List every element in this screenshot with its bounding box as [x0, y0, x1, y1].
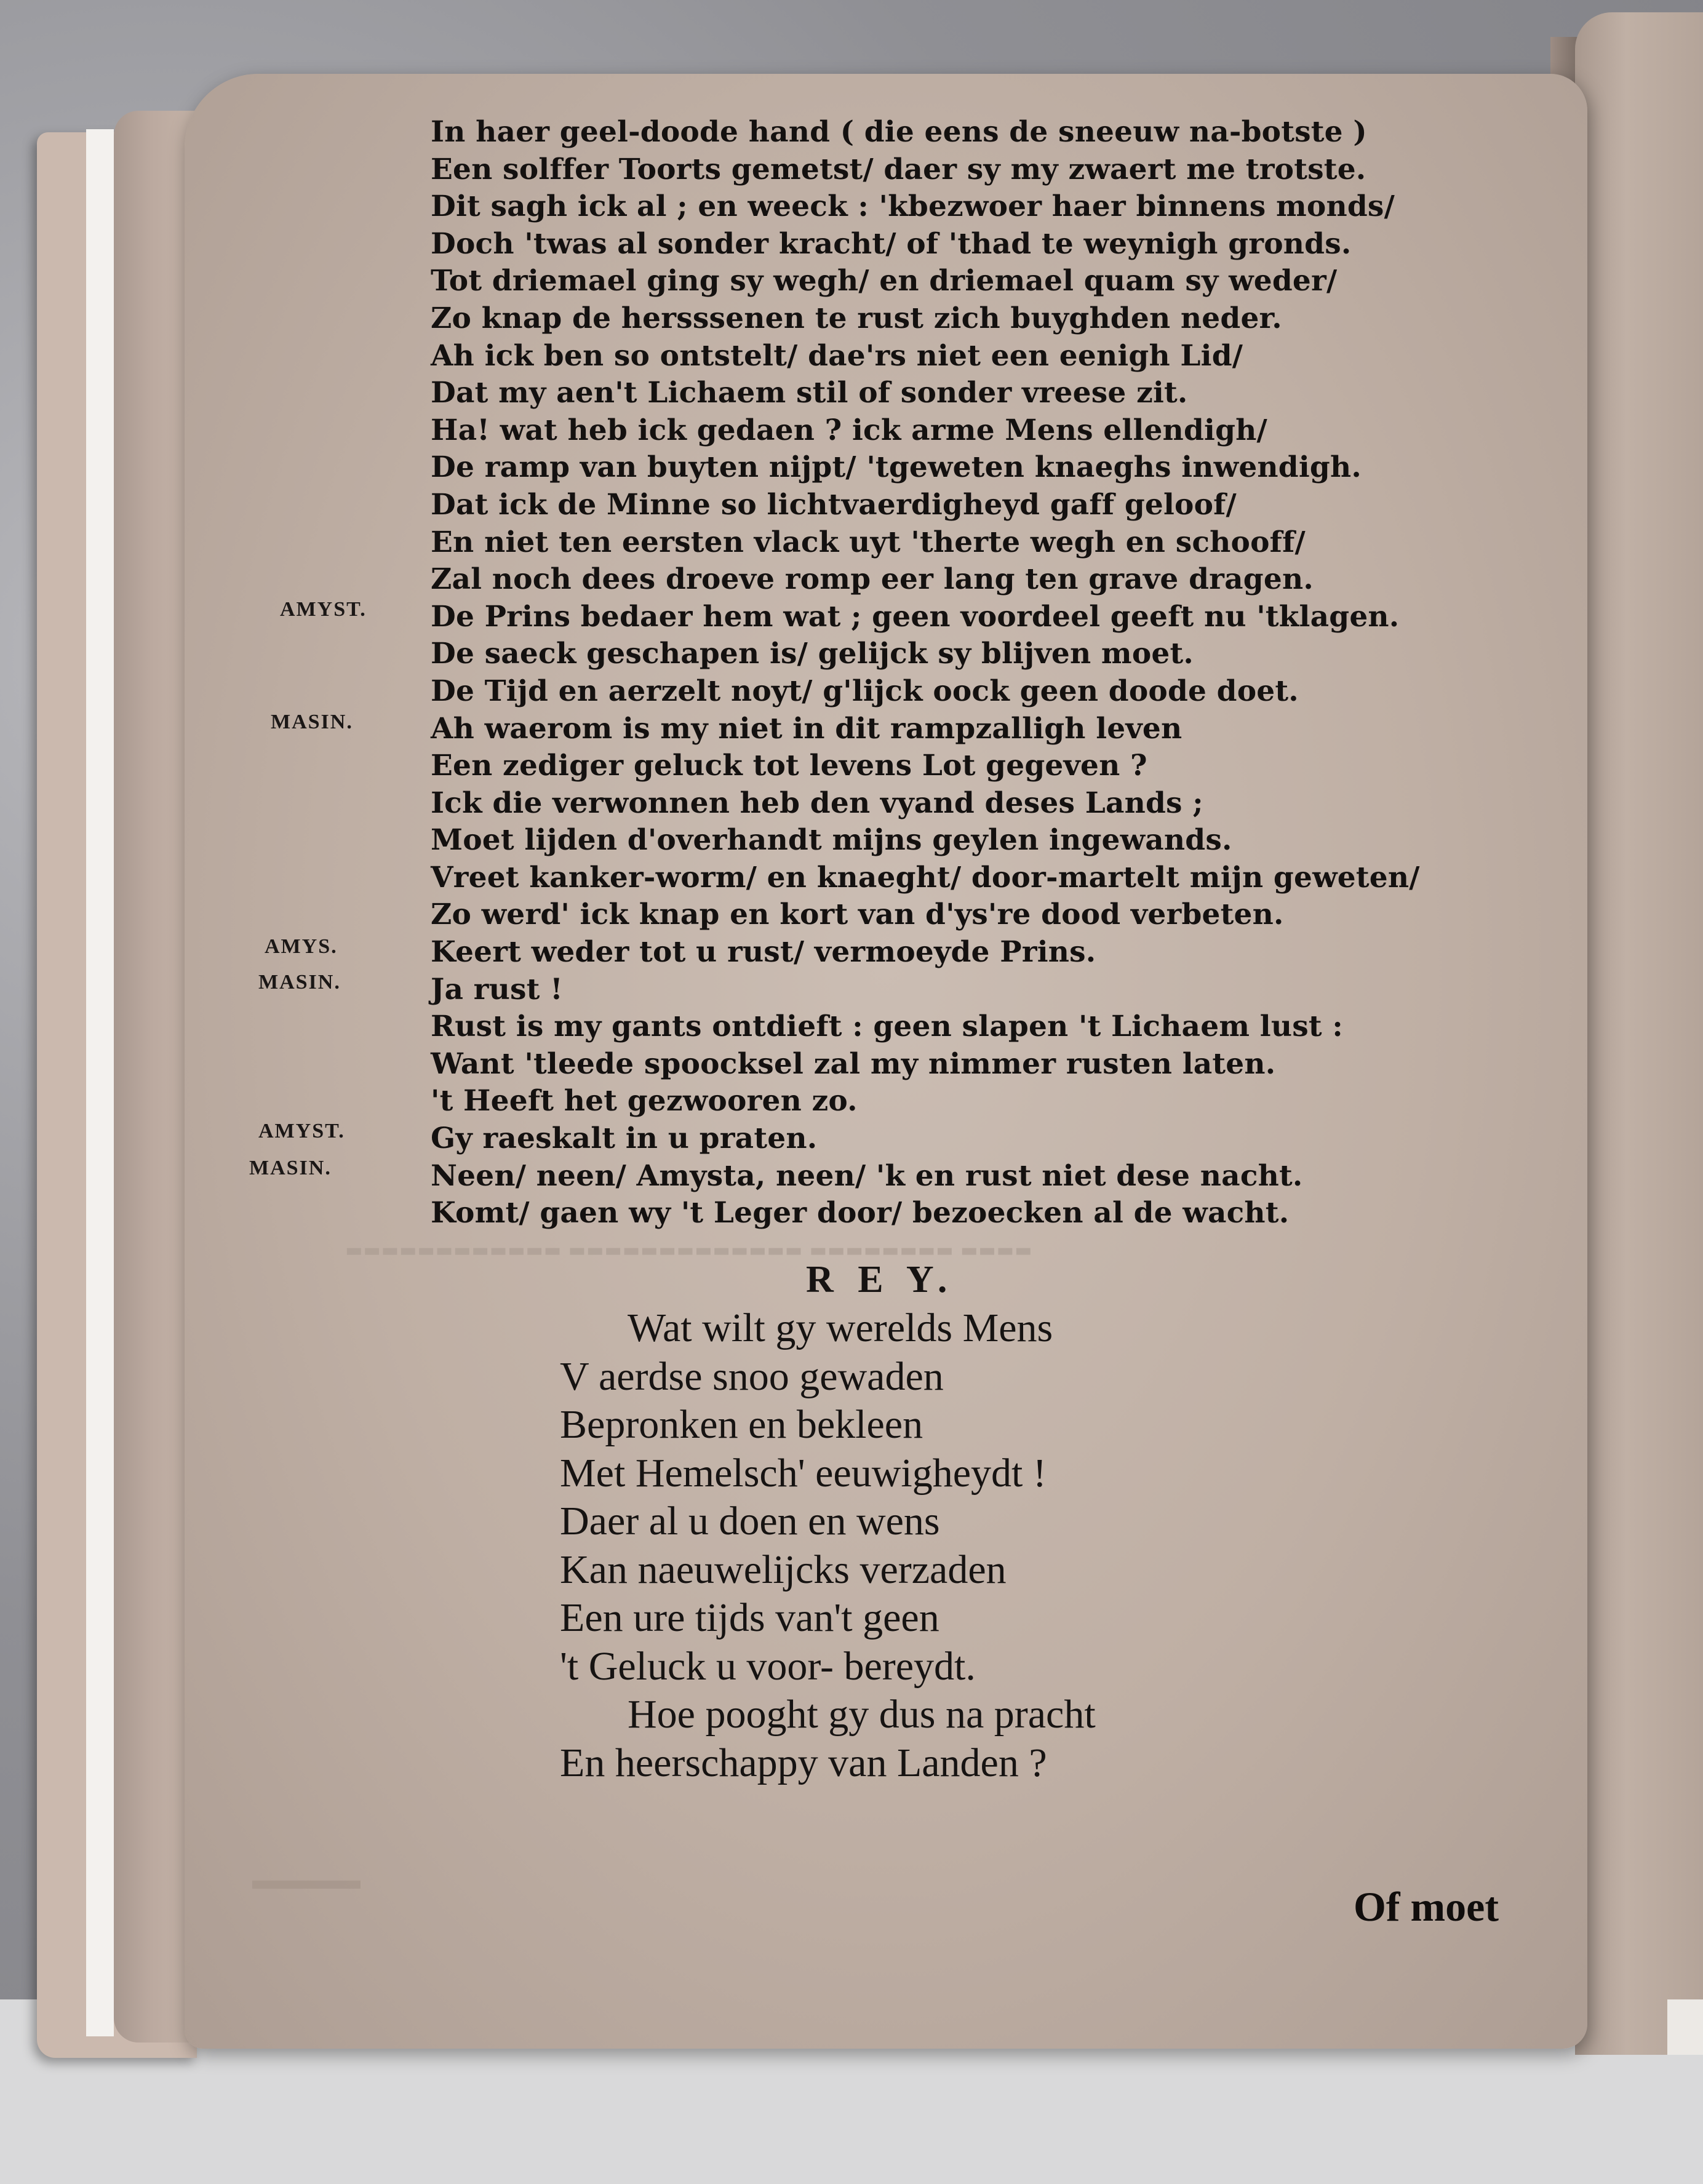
chorus-line: Bepronken en bekleen — [560, 1402, 923, 1447]
chorus-line: 't Geluck u voor- bereydt. — [560, 1643, 976, 1689]
show-through-text: ▬▬▬▬ — [252, 1865, 361, 1895]
chorus-line: Hoe pooght gy dus na pracht — [628, 1692, 1096, 1737]
verse-line: En niet ten eersten vlack uyt 'therte wegh en schooff/ — [431, 525, 1306, 559]
verse-line: Want 'tleede spoocksel zal my nimmer rusten laten. — [431, 1046, 1276, 1081]
show-through-text: ▬▬▬▬ ▬▬▬▬▬▬▬▬ ▬▬▬▬▬▬▬▬▬▬▬▬▬ ▬▬▬▬▬▬▬▬▬▬▬▬ — [345, 1240, 1032, 1261]
verse-line: Ha! wat heb ick gedaen ? ick arme Mens ellendigh/ — [431, 413, 1267, 447]
chorus-line: Wat wilt gy werelds Mens — [628, 1305, 1053, 1350]
chorus-line: En heerschappy van Landen ? — [560, 1740, 1047, 1785]
section-heading: R E Y. — [806, 1259, 955, 1301]
verse-line: Gy raeskalt in u praten. — [431, 1122, 818, 1156]
chorus-line: Een ure tijds van't geen — [560, 1595, 939, 1640]
verse-line: Komt/ gaen wy 't Leger door/ bezoecken al de wacht. — [431, 1196, 1290, 1230]
speaker-label: MASIN. — [249, 1157, 332, 1179]
facing-page-edge — [1667, 1999, 1703, 2055]
chorus-block — [560, 1304, 1096, 1787]
verse-line: Ah ick ben so ontstelt/ dae'rs niet een eenigh Lid/ — [431, 338, 1243, 373]
catchword: Of moet — [1354, 1883, 1499, 1930]
speaker-label: MASIN. — [258, 971, 341, 994]
verse-line: Een solffer Toorts gemetst/ daer sy my zwaert me trotste. — [431, 152, 1366, 186]
speaker-label: AMYS. — [265, 935, 338, 958]
facing-page — [1575, 12, 1703, 2055]
verse-line: Rust is my gants ontdieft : geen slapen 't Lichaem lust : — [431, 1010, 1343, 1044]
verse-line: Tot driemael ging sy wegh/ en driemael quam sy weder/ — [431, 264, 1338, 298]
verse-line: Ja rust ! — [431, 972, 563, 1006]
chorus-line: Kan naeuwelijcks verzaden — [560, 1547, 1007, 1592]
verse-block — [431, 114, 1420, 1232]
verse-line: Zal noch dees droeve romp eer lang ten grave dragen. — [431, 562, 1314, 597]
verse-line: Dat ick de Minne so lichtvaerdigheyd gaff geloof/ — [431, 487, 1237, 522]
verse-line: De Tijd en aerzelt noyt/ g'lijck oock geen doode doet. — [431, 674, 1299, 708]
chorus-line: Met Hemelsch' eeuwigheydt ! — [560, 1450, 1047, 1496]
verse-line: De Prins bedaer hem wat ; geen voordeel geeft nu 'tklagen. — [431, 599, 1400, 634]
verse-line: Zo werd' ick knap en kort van d'ys're dood verbeten. — [431, 898, 1284, 932]
speaker-label: MASIN. — [271, 711, 353, 733]
verse-line: Keert weder tot u rust/ vermoeyde Prins. — [431, 935, 1096, 970]
verse-line: Een zediger geluck tot levens Lot gegeven ? — [431, 749, 1147, 783]
verse-line: Ick die verwonnen heb den vyand deses Lands ; — [431, 786, 1203, 820]
verse-line: In haer geel-doode hand ( die eens de sneeuw na-botste ) — [431, 115, 1367, 149]
verse-line: De saeck geschapen is/ gelijck sy blijven moet. — [431, 637, 1194, 671]
verse-line: Dat my aen't Lichaem stil of sonder vreese zit. — [431, 376, 1188, 410]
verse-line: Vreet kanker-worm/ en knaeght/ door-martelt mijn geweten/ — [431, 860, 1420, 895]
verse-line: Doch 'twas al sonder kracht/ of 'thad te weynigh gronds. — [431, 226, 1352, 261]
verse-line: Neen/ neen/ Amysta, neen/ 'k en rust niet dese nacht. — [431, 1158, 1303, 1193]
verse-line: De ramp van buyten nijpt/ 'tgeweten knaeghs inwendigh. — [431, 450, 1362, 485]
page-edge-white — [86, 129, 114, 2036]
verse-line: 't Heeft het gezwooren zo. — [431, 1084, 858, 1118]
chorus-line: Daer al u doen en wens — [560, 1499, 940, 1544]
verse-line: Moet lijden d'overhandt mijns geylen ingewands. — [431, 823, 1232, 858]
verse-line: Ah waerom is my niet in dit rampzalligh leven — [431, 711, 1183, 746]
verse-line: Dit sagh ick al ; en weeck : 'kbezwoer haer binnens monds/ — [431, 189, 1395, 224]
verse-line: Zo knap de hersssenen te rust zich buyghden neder. — [431, 301, 1282, 335]
speaker-label: AMYST. — [258, 1120, 345, 1142]
chorus-line: V aerdse snoo gewaden — [560, 1353, 944, 1399]
speaker-label: AMYST. — [280, 598, 367, 621]
